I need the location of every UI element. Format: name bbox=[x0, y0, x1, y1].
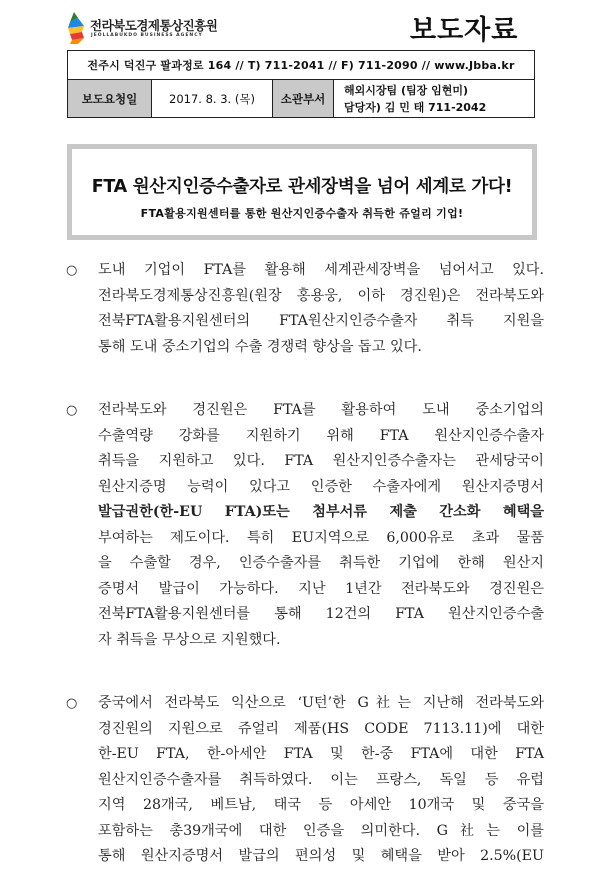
paragraph-2 bbox=[66, 398, 544, 653]
paragraph-line-emphasis: 발급권한(한-EU FTA)또는 첨부서류 제출 간소화 혜택을 bbox=[98, 504, 544, 520]
paragraph-line: 지역 28개국, 베트남, 태국 등 아세안 10개국 및 중국을 bbox=[98, 797, 544, 813]
org-logo bbox=[64, 10, 244, 46]
paragraph-line: 원산지인증수출자를 취득하였다. 이는 프랑스, 독일 등 유럽 bbox=[98, 771, 544, 788]
paragraph-line: 도내 기업이 FTA를 활용해 세계관세장벽을 넘어서고 있다. bbox=[98, 262, 544, 278]
paragraph-line: 통해 도내 중소기업의 수출 경쟁력 향상을 돕고 있다. bbox=[98, 338, 422, 355]
paragraph-line: 증명서 발급이 가능하다. 지난 1년간 전라북도와 경진원은 bbox=[98, 580, 544, 597]
headline-subtitle: FTA활용지원센터를 통한 원산지인증수출자 취득한 쥬얼리 기업! bbox=[140, 207, 464, 220]
paragraph-line: 자 취득을 무상으로 지원했다. bbox=[98, 631, 281, 648]
bullet-circle-icon: ○ bbox=[66, 263, 78, 278]
paragraph-line: 중국에서 전라북도 익산으로 ‘U턴’한 G社는 지난해 전라북도와 bbox=[98, 695, 544, 711]
paragraph-line: 취득을 지원하고 있다. FTA 원산지인증수출자는 관세당국이 bbox=[98, 453, 544, 469]
paragraph-1 bbox=[66, 258, 544, 360]
document-type-title: 보도자료 bbox=[410, 15, 519, 46]
department-label: 소관부서 bbox=[273, 80, 334, 118]
paragraph-line: 경진원의 지원으로 쥬얼리 제품(HS CODE 7113.11)에 대한 bbox=[98, 720, 544, 737]
org-name-korean: 전라북도경제통상진흥원 bbox=[90, 18, 218, 33]
headline-title: FTA 원산지인증수출자로 관세장벽을 넘어 세계로 가다! bbox=[91, 177, 513, 197]
meta-row bbox=[68, 80, 535, 118]
request-date-label: 보도요청일 bbox=[68, 80, 152, 118]
paragraph-line: 을 수출할 경우, 인증수출자를 취득한 기업에 한해 원산지 bbox=[98, 555, 544, 571]
paragraph-line: 한-EU FTA, 한-아세안 FTA 및 한-중 FTA에 대한 FTA bbox=[98, 746, 544, 762]
paragraph-line: 전북FTA활용지원센터를 통해 12건의 FTA 원산지인증수출 bbox=[98, 606, 544, 622]
bullet-circle-icon: ○ bbox=[66, 403, 78, 418]
paragraph-3 bbox=[66, 691, 544, 870]
department-team: 해외시장팀 (팀장 임현미) bbox=[344, 83, 468, 97]
paragraph-line: 전라북도와 경진원은 FTA를 활용하여 도내 중소기업의 bbox=[98, 402, 544, 418]
paragraph-line: 부여하는 제도이다. 특히 EU지역으로 6,000유로 초과 물품 bbox=[98, 529, 544, 546]
department-info bbox=[334, 80, 535, 118]
paragraph-line: 전라북도경제통상진흥원(원장 홍용웅, 이하 경진원)은 전라북도와 bbox=[98, 287, 544, 304]
bullet-circle-icon: ○ bbox=[66, 696, 78, 711]
paragraph-line: 원산지증명 능력이 있다고 인증한 수출자에게 원산지증명서 bbox=[98, 478, 544, 495]
paragraph-line: 수출역량 강화를 지원하기 위해 FTA 원산지인증수출자 bbox=[98, 427, 544, 444]
org-name-english: JEOLLABUKDO BUSINESS AGENCY bbox=[91, 33, 203, 38]
department-contact: 담당자) 김 민 태 711-2042 bbox=[344, 100, 487, 114]
request-date-value: 2017. 8. 3. (목) bbox=[152, 80, 273, 118]
paragraph-line: 전북FTA활용지원센터의 FTA원산지인증수출자 취득 지원을 bbox=[98, 313, 544, 329]
address-line: 전주시 덕진구 팔과정로 164 // T) 711-2041 // F) 711-2090 // www.Jbba.kr bbox=[68, 51, 535, 80]
paragraph-line: 포함하는 총39개국에 대한 인증을 의미한다. G社는 이를 bbox=[98, 822, 544, 839]
paragraph-line: 통해 원산지증명서 발급의 편의성 및 혜택을 받아 2.5%(EU bbox=[98, 848, 544, 864]
press-info-table bbox=[67, 50, 535, 118]
address-row bbox=[68, 51, 535, 80]
article-body bbox=[66, 258, 544, 870]
headline-box bbox=[67, 144, 537, 240]
org-logo-mark-icon bbox=[64, 12, 86, 44]
